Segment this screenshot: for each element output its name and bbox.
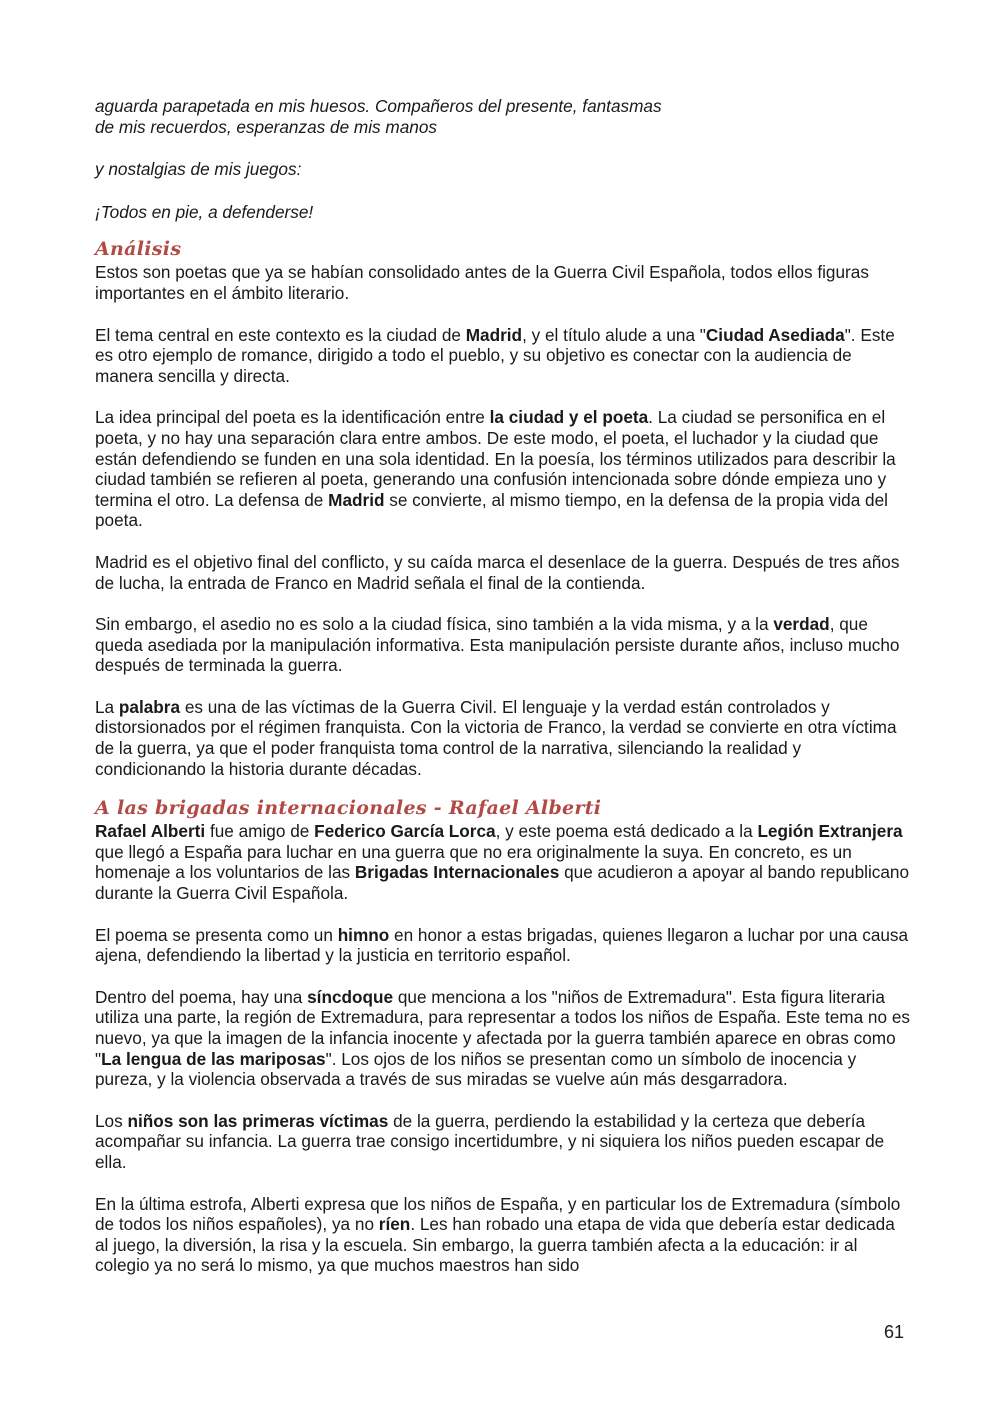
page-number: 61 (883, 1322, 904, 1342)
paragraph-text: se convierte, al mismo tiempo, en la defensa de la propia vida del poeta. (95, 489, 888, 531)
poem-line-text: aguarda parapetada en mis huesos. Compañeros del presente, fantasmas (95, 96, 662, 116)
bold-term: palabra (118, 696, 181, 717)
poem-line: ¡Todos en pie, a defenderse! (95, 201, 314, 222)
paragraph-text: La (95, 696, 119, 717)
paragraph-text: El poema se presenta como un (95, 924, 338, 945)
section-heading-brigadas: A las brigadas internacionales - Rafael Alberti (95, 797, 602, 820)
bold-term: niños son las primeras víctimas (127, 1110, 389, 1131)
paragraph-text: que acudieron a apoyar al bando republicano durante la Guerra Civil Española. (95, 862, 910, 904)
bold-term: Brigadas Internacionales (354, 862, 560, 883)
bold-term: Federico García Lorca (314, 821, 496, 842)
paragraph-text: es una de las víctimas de la Guerra Civil. El lenguaje y la verdad están controlados y distorsionados por el régimen franquista. Con la victoria de Franco, la verdad se convierte en otra víctima de la guerra, ya que el poder franquista toma control de la narrativa, silenciando la realidad y condicionando la historia durante décadas. (95, 696, 897, 779)
paragraph-text: El tema central en este contexto es la ciudad de (95, 324, 466, 345)
paragraph (95, 987, 910, 1090)
paragraph (95, 1194, 910, 1276)
paragraph (95, 407, 910, 531)
paragraph-text: que llegó a España para luchar en una guerra que no era originalmente la suya. En concreto, es un homenaje a los voluntarios de las (95, 841, 852, 883)
poem-line-text: de mis recuerdos, esperanzas de mis manos (95, 116, 437, 137)
bold-term: verdad (773, 614, 830, 635)
paragraph-text: que menciona a los "niños de Extremadura". Esta figura literaria utiliza una parte, la región de Extremadura, para representar a todos los niños de España. Este tema no es nuevo, ya que la imagen de la infancia inocente y afectada por la guerra también aparece en obras como " (95, 986, 910, 1069)
paragraph-text: . Les han robado una etapa de vida que debería estar dedicada al juego, la diversión, la risa y la escuela. Sin embargo, la guerra también afecta a la educación: ir al colegio ya no será lo mismo, ya que muchos maestros han sido (95, 1214, 895, 1276)
bold-term: síncdoque (307, 986, 394, 1007)
page-content (95, 96, 910, 1276)
bold-term: Madrid (465, 324, 523, 345)
paragraph (95, 614, 910, 676)
section-heading-analisis: Análisis (95, 238, 182, 261)
paragraph (95, 821, 910, 903)
paragraph-text: Dentro del poema, hay una (95, 986, 308, 1007)
bold-term: ríen (378, 1214, 411, 1235)
paragraph-text: , que queda asediada por la manipulación informativa. Esta manipulación persiste durante años, incluso mucho después de terminada la guerra. (95, 614, 900, 676)
bold-term: La lengua de las mariposas (101, 1048, 326, 1069)
paragraph-text: Los (95, 1110, 128, 1131)
bold-term: himno (337, 924, 390, 945)
bold-term: Madrid (328, 489, 385, 510)
bold-term: Legión Extranjera (757, 821, 903, 842)
poem-line: y nostalgias de mis juegos: (95, 159, 302, 180)
paragraph-text: Sin embargo, el asedio no es solo a la ciudad física, sino también a la vida misma, y a la (95, 614, 774, 635)
paragraph: Estos son poetas que ya se habían consolidado antes de la Guerra Civil Española, todos ellos figuras importantes en el ámbito literario. (95, 262, 869, 303)
paragraph: Madrid es el objetivo final del conflicto, y su caída marca el desenlace de la guerra. Después de tres años de lucha, la entrada de Franco en Madrid señala el final de la contienda. (95, 551, 900, 593)
paragraph (95, 1111, 910, 1173)
paragraph-text: La idea principal del poeta es la identificación entre (95, 407, 490, 428)
paragraph-text: , y el título alude a una " (522, 324, 706, 345)
paragraph-text: En la última estrofa, Alberti expresa que los niños de España, y en particular los de Extremadura (símbolo de todos los niños españoles), ya no (95, 1193, 901, 1235)
paragraph (95, 697, 910, 779)
bold-term: Ciudad Asediada (705, 324, 845, 345)
bold-term: Rafael Alberti (95, 821, 206, 842)
poem-line (95, 96, 910, 137)
paragraph-text: en honor a estas brigadas, quienes llegaron a luchar por una causa ajena, defendiendo la libertad y la justicia en territorio español. (95, 924, 909, 966)
paragraph-text: ". Los ojos de los niños se presentan como un símbolo de inocencia y pureza, y la violencia observada a través de sus miradas se vuelve aún más desgarradora. (95, 1048, 857, 1090)
bold-term: la ciudad y el poeta (489, 407, 649, 428)
paragraph (95, 325, 910, 387)
paragraph-text: , y este poema está dedicado a la (495, 821, 758, 842)
paragraph-text: . La ciudad se personifica en el poeta, y no hay una separación clara entre ambos. De este modo, el poeta, el luchador y la ciudad que están defendiendo se funden en una sola identidad. En la poesía, los términos utilizados para describir la ciudad también se refieren al poeta, generando una confusión intencionada sobre dónde empieza uno y termina el otro. La defensa de (95, 407, 896, 510)
paragraph-text: fue amigo de (205, 821, 315, 842)
paragraph-text: ". Este es otro ejemplo de romance, dirigido a todo el pueblo, y su objetivo es conectar con la audiencia de manera sencilla y directa. (95, 324, 895, 386)
paragraph-text: de la guerra, perdiendo la estabilidad y la certeza que debería acompañar su infancia. La guerra trae consigo incertidumbre, y ni siquiera los niños pueden escapar de ella. (95, 1110, 885, 1172)
paragraph (95, 925, 910, 966)
